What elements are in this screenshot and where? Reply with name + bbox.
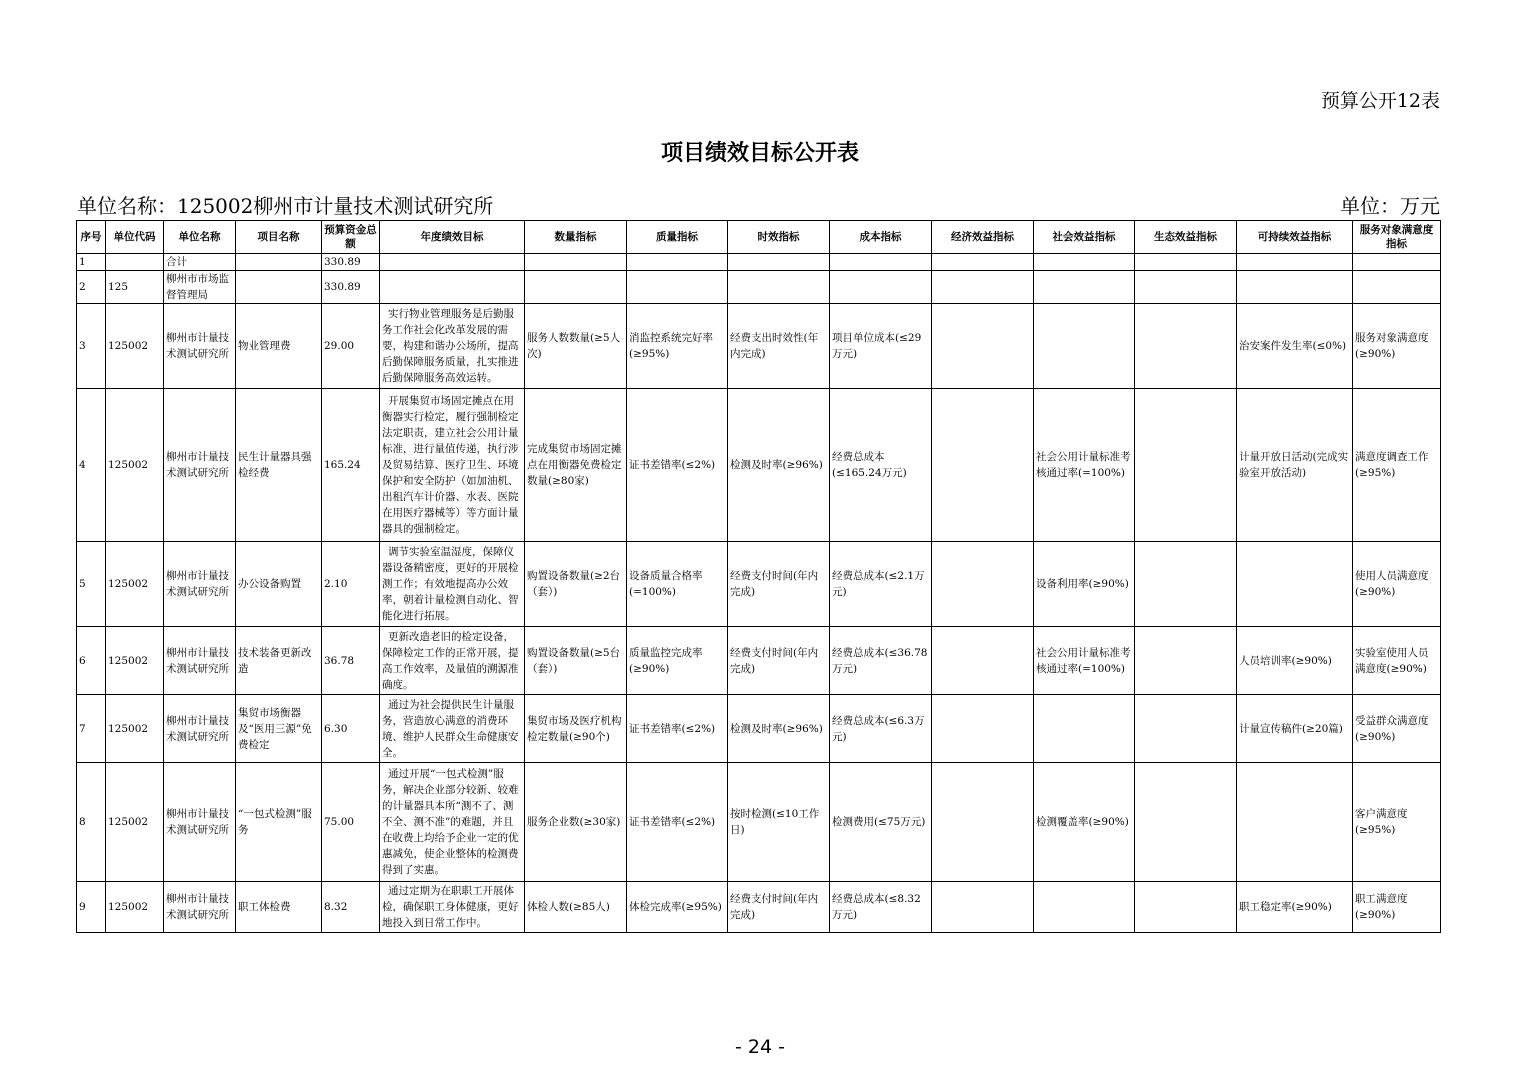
cell-quantity-indicator: 购置设备数量(≥5台（套）) (525, 627, 627, 695)
col-header-sustainable: 可持续效益指标 (1237, 221, 1353, 254)
cell-annual-goal: 调节实验室温湿度，保障仪器设备精密度，更好的开展检测工作；有效地提高办公效率，朝着计量检测自动化、智能化进行拓展。 (380, 542, 525, 627)
cell-quantity-indicator (525, 254, 627, 271)
cell-index: 4 (77, 389, 106, 542)
page-number: - 24 - (735, 1036, 785, 1058)
col-header-quantity: 数量指标 (525, 221, 627, 254)
col-header-unit-code: 单位代码 (106, 221, 164, 254)
cell-project-name: 职工体检费 (236, 882, 322, 933)
cell-economic-indicator (932, 389, 1034, 542)
cell-social-indicator (1034, 271, 1135, 304)
col-header-timeliness: 时效指标 (728, 221, 830, 254)
cell-index: 5 (77, 542, 106, 627)
cell-annual-goal: 通过为社会提供民生计量服务，营造放心满意的消费环境、维护人民群众生命健康安全。 (380, 695, 525, 763)
cell-ecological-indicator (1135, 695, 1237, 763)
cell-unit-name: 柳州市计量技术测试研究所 (164, 389, 236, 542)
table-row (77, 542, 1441, 627)
cell-unit-code: 125002 (106, 627, 164, 695)
table-row (77, 627, 1441, 695)
cell-timeliness-indicator: 经费支出时效性(年内完成) (728, 304, 830, 389)
cell-index: 8 (77, 763, 106, 882)
cell-unit-code: 125002 (106, 304, 164, 389)
cell-sustainable-indicator: 治安案件发生率(≤0%) (1237, 304, 1353, 389)
cell-satisfaction-indicator: 满意度调查工作(≥95%) (1353, 389, 1441, 542)
cell-ecological-indicator (1135, 389, 1237, 542)
table-row (77, 695, 1441, 763)
cell-timeliness-indicator: 检测及时率(≥96%) (728, 695, 830, 763)
cell-annual-goal: 通过定期为在职职工开展体检，确保职工身体健康，更好地投入到日常工作中。 (380, 882, 525, 933)
cell-unit-code: 125002 (106, 763, 164, 882)
cell-quantity-indicator: 集贸市场及医疗机构检定数量(≥90个) (525, 695, 627, 763)
cell-ecological-indicator (1135, 304, 1237, 389)
cell-budget: 165.24 (322, 389, 380, 542)
cell-quantity-indicator: 体检人数(≥85人) (525, 882, 627, 933)
cell-ecological-indicator (1135, 763, 1237, 882)
cell-sustainable-indicator: 计量宣传稿件(≥20篇) (1237, 695, 1353, 763)
cell-economic-indicator (932, 304, 1034, 389)
col-header-satisfaction: 服务对象满意度指标 (1353, 221, 1441, 254)
cell-social-indicator (1034, 254, 1135, 271)
cell-unit-code: 125002 (106, 542, 164, 627)
cell-quantity-indicator: 服务企业数(≥30家) (525, 763, 627, 882)
cell-sustainable-indicator: 职工稳定率(≥90%) (1237, 882, 1353, 933)
cell-budget: 6.30 (322, 695, 380, 763)
cell-unit-name: 柳州市计量技术测试研究所 (164, 882, 236, 933)
cell-economic-indicator (932, 763, 1034, 882)
unit-name-label: 单位名称：125002柳州市计量技术测试研究所 (77, 194, 494, 218)
cell-social-indicator: 社会公用计量标准考核通过率(=100%) (1034, 389, 1135, 542)
cell-satisfaction-indicator: 使用人员满意度(≥90%) (1353, 542, 1441, 627)
cell-sustainable-indicator: 计量开放日活动(完成实验室开放活动) (1237, 389, 1353, 542)
cell-sustainable-indicator: 人员培训率(≥90%) (1237, 627, 1353, 695)
cell-budget: 8.32 (322, 882, 380, 933)
cell-budget: 29.00 (322, 304, 380, 389)
cell-quality-indicator: 质量监控完成率(≥90%) (627, 627, 728, 695)
table-row (77, 389, 1441, 542)
cell-project-name: 物业管理费 (236, 304, 322, 389)
cell-timeliness-indicator: 经费支付时间(年内完成) (728, 882, 830, 933)
cell-timeliness-indicator: 检测及时率(≥96%) (728, 389, 830, 542)
cell-unit-name: 合计 (164, 254, 236, 271)
cell-index: 2 (77, 271, 106, 304)
col-header-budget: 预算资金总额 (322, 221, 380, 254)
cell-unit-code (106, 254, 164, 271)
cell-annual-goal: 实行物业管理服务是后勤服务工作社会化改革发展的需要，构建和谐办公场所，提高后勤保障服务质量，扎实推进后勤保障服务高效运转。 (380, 304, 525, 389)
cell-timeliness-indicator: 经费支付时间(年内完成) (728, 542, 830, 627)
col-header-ecological: 生态效益指标 (1135, 221, 1237, 254)
cell-quality-indicator: 证书差错率(≤2%) (627, 389, 728, 542)
table-header-row (77, 221, 1441, 254)
cell-cost-indicator: 项目单位成本(≤29万元) (830, 304, 932, 389)
cell-unit-code: 125 (106, 271, 164, 304)
col-header-annual-goal: 年度绩效目标 (380, 221, 525, 254)
col-header-index: 序号 (77, 221, 106, 254)
table-row (77, 763, 1441, 882)
table-row (77, 882, 1441, 933)
cell-project-name: 技术装备更新改造 (236, 627, 322, 695)
cell-timeliness-indicator (728, 254, 830, 271)
col-header-project-name: 项目名称 (236, 221, 322, 254)
cell-index: 1 (77, 254, 106, 271)
cell-project-name (236, 254, 322, 271)
cell-satisfaction-indicator: 服务对象满意度(≥90%) (1353, 304, 1441, 389)
cell-index: 3 (77, 304, 106, 389)
cell-satisfaction-indicator: 职工满意度(≥90%) (1353, 882, 1441, 933)
cell-economic-indicator (932, 627, 1034, 695)
cell-budget: 2.10 (322, 542, 380, 627)
cell-project-name: 民生计量器具强检经费 (236, 389, 322, 542)
cell-budget: 330.89 (322, 254, 380, 271)
cell-economic-indicator (932, 542, 1034, 627)
cell-timeliness-indicator (728, 271, 830, 304)
cell-quality-indicator: 消监控系统完好率(≥95%) (627, 304, 728, 389)
currency-unit-label: 单位：万元 (1340, 194, 1440, 218)
cell-social-indicator (1034, 695, 1135, 763)
cell-unit-name: 柳州市计量技术测试研究所 (164, 763, 236, 882)
cell-cost-indicator: 经费总成本(≤2.1万元) (830, 542, 932, 627)
cell-sustainable-indicator (1237, 763, 1353, 882)
table-number: 预算公开12表 (1320, 90, 1440, 112)
cell-cost-indicator: 经费总成本(≤6.3万元) (830, 695, 932, 763)
cell-satisfaction-indicator: 客户满意度(≥95%) (1353, 763, 1441, 882)
col-header-social: 社会效益指标 (1034, 221, 1135, 254)
cell-unit-code: 125002 (106, 695, 164, 763)
cell-sustainable-indicator (1237, 254, 1353, 271)
cell-unit-name: 柳州市计量技术测试研究所 (164, 695, 236, 763)
cell-unit-code: 125002 (106, 882, 164, 933)
cell-ecological-indicator (1135, 627, 1237, 695)
cell-quantity-indicator: 完成集贸市场固定摊点在用衡器免费检定数量(≥80家) (525, 389, 627, 542)
cell-ecological-indicator (1135, 542, 1237, 627)
cell-social-indicator (1034, 304, 1135, 389)
cell-budget: 330.89 (322, 271, 380, 304)
cell-annual-goal: 开展集贸市场固定摊点在用衡器实行检定，履行强制检定法定职责，建立社会公用计量标准，进行量值传递，执行涉及贸易结算、医疗卫生、环境保护和安全防护（如加油机、出租汽车计价器、水表、医院在用医疗器械等）等方面计量器具的强制检定。 (380, 389, 525, 542)
cell-cost-indicator: 经费总成本(≤36.78万元) (830, 627, 932, 695)
col-header-quality: 质量指标 (627, 221, 728, 254)
cell-annual-goal (380, 271, 525, 304)
cell-budget: 36.78 (322, 627, 380, 695)
cell-quantity-indicator: 服务人数数量(≥5人次) (525, 304, 627, 389)
cell-project-name: 办公设备购置 (236, 542, 322, 627)
cell-satisfaction-indicator: 实验室使用人员满意度(≥90%) (1353, 627, 1441, 695)
cell-cost-indicator (830, 254, 932, 271)
cell-quality-indicator: 体检完成率(≥95%) (627, 882, 728, 933)
cell-social-indicator (1034, 882, 1135, 933)
cell-cost-indicator: 经费总成本(≤165.24万元) (830, 389, 932, 542)
cell-ecological-indicator (1135, 271, 1237, 304)
cell-index: 7 (77, 695, 106, 763)
table-row (77, 304, 1441, 389)
cell-project-name: 集贸市场衡器及“医用三源”免费检定 (236, 695, 322, 763)
cell-sustainable-indicator (1237, 271, 1353, 304)
cell-annual-goal: 更新改造老旧的检定设备，保障检定工作的正常开展，提高工作效率，及量值的溯源准确度。 (380, 627, 525, 695)
cell-ecological-indicator (1135, 254, 1237, 271)
cell-project-name: “一包式检测”服务 (236, 763, 322, 882)
col-header-cost: 成本指标 (830, 221, 932, 254)
cell-quality-indicator: 证书差错率(≤2%) (627, 695, 728, 763)
col-header-economic: 经济效益指标 (932, 221, 1034, 254)
cell-index: 9 (77, 882, 106, 933)
cell-cost-indicator: 经费总成本(≤8.32万元) (830, 882, 932, 933)
cell-satisfaction-indicator: 受益群众满意度(≥90%) (1353, 695, 1441, 763)
cell-satisfaction-indicator (1353, 254, 1441, 271)
cell-unit-name: 柳州市计量技术测试研究所 (164, 542, 236, 627)
cell-unit-name: 柳州市计量技术测试研究所 (164, 304, 236, 389)
cell-social-indicator: 社会公用计量标准考核通过率(=100%) (1034, 627, 1135, 695)
cell-index: 6 (77, 627, 106, 695)
cell-economic-indicator (932, 254, 1034, 271)
page-title: 项目绩效目标公开表 (660, 141, 859, 166)
table-row (77, 271, 1441, 304)
cell-quality-indicator (627, 254, 728, 271)
cell-quality-indicator: 设备质量合格率(=100%) (627, 542, 728, 627)
cell-economic-indicator (932, 882, 1034, 933)
cell-budget: 75.00 (322, 763, 380, 882)
cell-timeliness-indicator: 按时检测(≤10工作日) (728, 763, 830, 882)
cell-cost-indicator: 检测费用(≤75万元) (830, 763, 932, 882)
cell-cost-indicator (830, 271, 932, 304)
cell-project-name (236, 271, 322, 304)
cell-unit-code: 125002 (106, 389, 164, 542)
cell-satisfaction-indicator (1353, 271, 1441, 304)
col-header-unit-name: 单位名称 (164, 221, 236, 254)
cell-unit-name: 柳州市市场监督管理局 (164, 271, 236, 304)
cell-timeliness-indicator: 经费支付时间(年内完成) (728, 627, 830, 695)
cell-quantity-indicator (525, 271, 627, 304)
cell-quality-indicator (627, 271, 728, 304)
cell-sustainable-indicator (1237, 542, 1353, 627)
performance-table (76, 220, 1441, 933)
cell-social-indicator: 设备利用率(≥90%) (1034, 542, 1135, 627)
cell-ecological-indicator (1135, 882, 1237, 933)
cell-economic-indicator (932, 695, 1034, 763)
cell-quality-indicator: 证书差错率(≤2%) (627, 763, 728, 882)
cell-quantity-indicator: 购置设备数量(≥2台（套）) (525, 542, 627, 627)
table-row (77, 254, 1441, 271)
cell-social-indicator: 检测覆盖率(≥90%) (1034, 763, 1135, 882)
cell-economic-indicator (932, 271, 1034, 304)
cell-annual-goal (380, 254, 525, 271)
cell-unit-name: 柳州市计量技术测试研究所 (164, 627, 236, 695)
cell-annual-goal: 通过开展“一包式检测”服务，解决企业部分较新、较难的计量器具本所“测不了、测不全、测不准”的难题，并且在收费上均给予企业一定的优惠减免，使企业整体的检测费得到了实惠。 (380, 763, 525, 882)
